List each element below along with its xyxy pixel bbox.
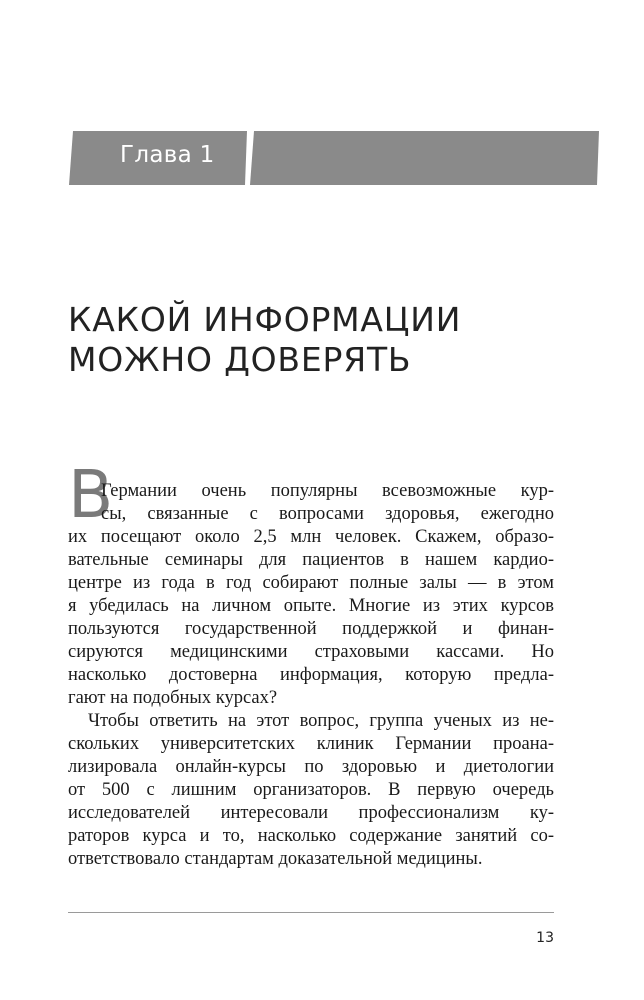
chapter-title — [68, 300, 588, 380]
paragraph-2-line: Чтобы ответить на этот вопрос, группа ученых из не- — [88, 711, 554, 731]
chapter-bar-block — [250, 131, 599, 185]
paragraph-1-line: гают на подобных курсах? — [68, 688, 278, 708]
paragraph-1-line: пользуются государственной поддержкой и финан- — [68, 619, 554, 639]
paragraph-1-line: насколько достоверна информация, которую предла- — [68, 665, 554, 685]
chapter-banner — [0, 0, 644, 200]
drop-cap: В — [68, 456, 114, 533]
paragraph-2-line: от 500 с лишним организаторов. В первую очередь — [68, 780, 554, 800]
paragraph-1-line: я убедилась на личном опыте. Многие из этих курсов — [68, 596, 554, 616]
paragraph-1-line: сы, связанные с вопросами здоровья, ежегодно — [101, 504, 554, 524]
chapter-title-line: МОЖНО ДОВЕРЯТЬ — [68, 340, 412, 379]
paragraph-2-line: раторов курса и то, насколько содержание занятий со- — [68, 826, 554, 846]
paragraph-1-line: вательные семинары для пациентов в нашем кардио- — [68, 550, 554, 570]
chapter-label: Глава 1 — [120, 142, 215, 168]
paragraph-2-line: скольких университетских клиник Германии проана- — [68, 734, 554, 754]
paragraph-2-line: ответствовало стандартам доказательной медицины. — [68, 849, 483, 869]
page-number: 13 — [536, 930, 554, 946]
paragraph-1-line: Германии очень популярны всевозможные кур- — [101, 481, 554, 501]
chapter-banner-shapes — [0, 0, 644, 200]
footer-divider — [68, 912, 554, 913]
paragraph-1-line: их посещают около 2,5 млн человек. Скажем, образо- — [68, 527, 554, 547]
paragraph-1-line: сируются медицинскими страховыми кассами. Но — [68, 642, 554, 662]
paragraph-2-line: лизировала онлайн-курсы по здоровью и диетологии — [68, 757, 554, 777]
chapter-title-line: КАКОЙ ИНФОРМАЦИИ — [68, 300, 462, 339]
paragraph-1-line: центре из года в год собирают полные залы — в этом — [68, 573, 554, 593]
paragraph-2-line: исследователей интересовали профессионализм ку- — [68, 803, 554, 823]
